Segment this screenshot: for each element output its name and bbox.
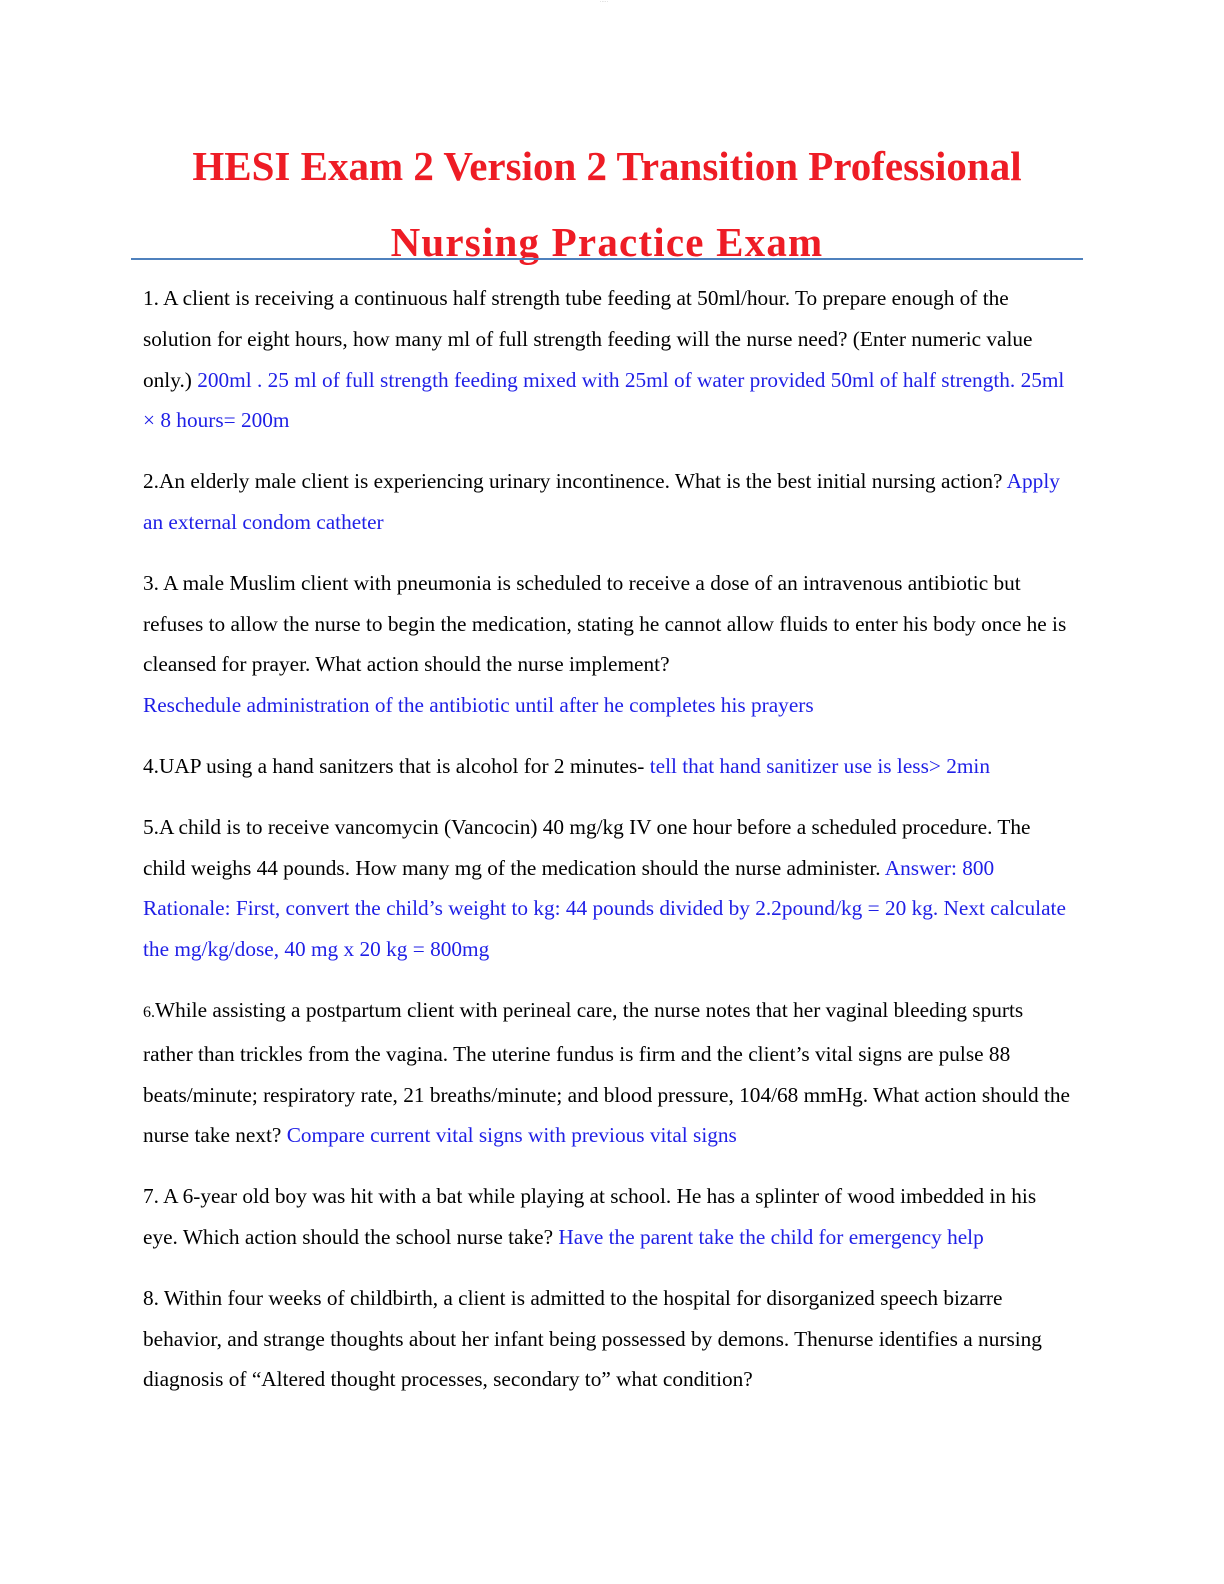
answer-text: 200ml . 25 ml of full strength feeding mixed with 25ml of water provided 50ml of half strength. 25ml × 8 hours= 200m xyxy=(143,367,1065,433)
title-line-1: HESI Exam 2 Version 2 Transition Professional xyxy=(192,143,1022,189)
question-text: 7. A 6-year old boy was hit with a bat while playing at school. He has a splinter of wood imbedded in his eye. Which action should the school nurse take? xyxy=(143,1184,1037,1249)
answer-text: Reschedule administration of the antibiotic until after he completes his prayers xyxy=(143,693,814,718)
title-divider xyxy=(131,258,1083,260)
page-header-mark: ····· xyxy=(599,0,609,5)
question-6 xyxy=(143,990,1073,1156)
question-text: 8. Within four weeks of childbirth, a client is admitted to the hospital for disorganized speech bizarre behavior, and strange thoughts about her infant being possessed by demons. Thenurse identifies a nursing diagnosis of “Altered thought processes, secondary to” what condition? xyxy=(143,1285,1042,1392)
question-5 xyxy=(143,807,1073,970)
title-line-2: Nursing Practice Exam xyxy=(390,219,824,265)
question-text: 3. A male Muslim client with pneumonia is scheduled to receive a dose of an intravenous antibiotic but refuses to allow the nurse to begin the medication, stating he cannot allow fluids to enter his body once he is cleansed for prayer. What action should the nurse implement? xyxy=(143,570,1067,677)
question-text: While assisting a postpartum client with perineal care, the nurse notes that her vaginal bleeding spurts rather than trickles from the vagina. The uterine fundus is firm and the client’s vital signs are pulse 88 beats/minute; respiratory rate, 21 breaths/minute; and blood pressure, 104/68 mmHg. What action should the nurse take next? xyxy=(143,997,1070,1148)
answer-text: Apply an external condom catheter xyxy=(143,469,1060,534)
answer-text: Have the parent take the child for emergency help xyxy=(558,1224,984,1249)
question-7 xyxy=(143,1176,1073,1258)
question-1 xyxy=(143,278,1073,441)
question-text: 5.A child is to receive vancomycin (Vancocin) 40 mg/kg IV one hour before a scheduled procedure. The child weighs 44 pounds. How many mg of the medication should the nurse administer. xyxy=(143,814,1031,880)
question-4 xyxy=(143,746,1073,787)
question-list xyxy=(143,278,1073,1420)
question-3 xyxy=(143,563,1073,726)
question-text: 2.An elderly male client is experiencing urinary incontinence. What is the best initial nursing action? xyxy=(143,469,1007,494)
answer-text: Compare current vital signs with previous vital signs xyxy=(286,1123,737,1148)
question-number: 6. xyxy=(143,1003,155,1021)
question-text: 1. A client is receiving a continuous half strength tube feeding at 50ml/hour. To prepare enough of the solution for eight hours, how many ml of full strength feeding will the nurse need? (Enter numeric value only.) xyxy=(143,286,1033,392)
question-8 xyxy=(143,1278,1073,1400)
question-text: 4.UAP using a hand sanitzers that is alcohol for 2 minutes- xyxy=(143,753,650,778)
question-2 xyxy=(143,461,1073,543)
answer-text: Answer: 800 Rationale: First, convert the child’s weight to kg: 44 pounds divided by 2.2pound/kg = 20 kg. Next calculate the mg/kg/dose, 40 mg x 20 kg = 800mg xyxy=(143,855,1066,962)
answer-text: tell that hand sanitizer use is less> 2min xyxy=(649,753,990,778)
